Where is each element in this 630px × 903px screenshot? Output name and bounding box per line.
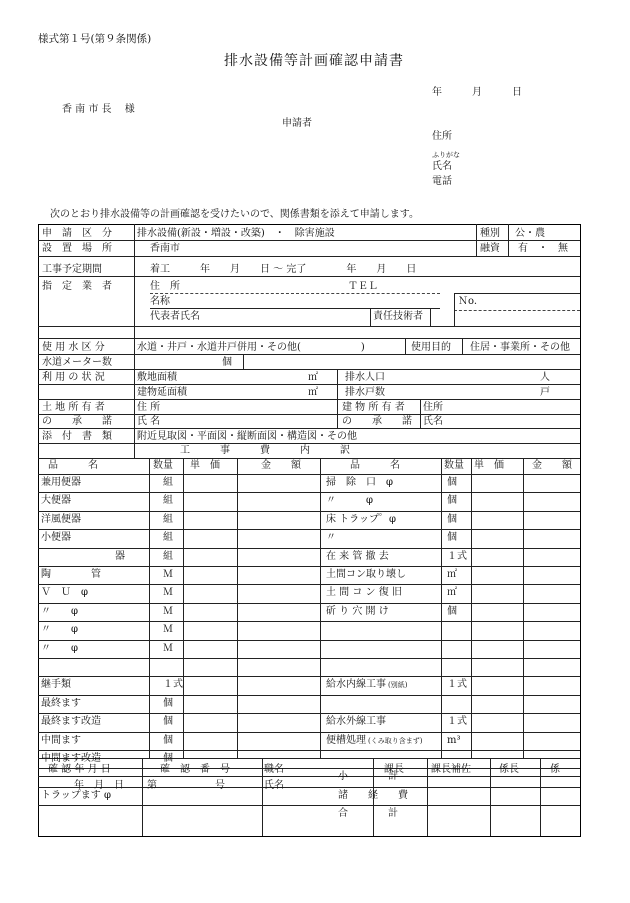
cost-item-name: 〃 φ [41, 643, 79, 654]
cost-item-unit: Ｍ [163, 587, 173, 598]
section-chief-label: 課長 [384, 764, 404, 775]
cost-item-name: 洋風便器 [41, 514, 81, 525]
usage-value[interactable]: 住居・事業所・その他 [470, 342, 570, 353]
grid-line [38, 713, 580, 714]
grid-line [38, 369, 580, 370]
cost-item-name: 在 来 管 撤 去 [326, 551, 389, 562]
dashed-line [454, 310, 580, 311]
cost-item-name: 〃 φ [41, 624, 79, 635]
loan-value[interactable]: 有 ・ 無 [518, 243, 568, 254]
chief-engineer[interactable]: 責任技術者 [373, 311, 423, 322]
cost-item-note: (別紙) [388, 681, 408, 689]
grid-line [38, 836, 581, 837]
grid-line [38, 399, 580, 400]
grid-line [38, 256, 580, 257]
cost-item-unit: 個 [447, 477, 457, 488]
building-owner-label: 建 物 所 有 者 [342, 402, 405, 413]
cost-item-name: 小 計 [338, 771, 398, 782]
grid-line [38, 603, 580, 604]
cost-item-name: トラップます φ [41, 790, 111, 801]
addressee: 香 南 市 長 様 [62, 104, 135, 115]
building-owner-name[interactable]: 氏名 [423, 416, 443, 427]
grid-line [38, 474, 580, 475]
furigana-label: ふりがな [432, 151, 460, 159]
address-label: 住所 [432, 131, 452, 142]
cost-item-name: 大便器 [41, 495, 71, 506]
grid-line [142, 758, 143, 836]
type-label: 種別 [480, 228, 500, 239]
contractor-label: 指 定 業 者 [42, 281, 112, 292]
grid-line [441, 458, 442, 758]
cost-item-note: (くみ取り含まず) [368, 737, 423, 745]
contractor-number[interactable]: Ｎo. [458, 296, 478, 307]
cost-item-name: 中間ます [41, 735, 81, 746]
cost-item-name: 給水内線工事 (別紙) [326, 679, 408, 690]
cost-item-unit: 個 [447, 514, 457, 525]
grid-line [540, 758, 541, 836]
grid-line [38, 338, 580, 339]
intro-text: 次のとおり排水設備等の計画確認を受けたいので、関係書類を添えて申請します。 [50, 209, 419, 220]
contractor-address[interactable]: 住 所 [150, 281, 180, 292]
contractor-tel[interactable]: ＴＥＬ [348, 281, 378, 292]
attachments-value[interactable]: 附近見取図・平面図・縦断面図・構造図・その他 [137, 431, 357, 442]
cost-item-unit: １式 [163, 679, 183, 690]
water-source-value[interactable]: 水道・井戸・水道井戸併用・その他( ) [137, 342, 365, 353]
grid-line [38, 758, 580, 759]
cost-item-name: 〃 [326, 532, 336, 543]
grid-line [38, 732, 580, 733]
number-suffix: 号 [215, 780, 225, 791]
cost-item-name: Ｖ Ｕ φ [41, 587, 89, 598]
position-label: 職名 [264, 764, 284, 775]
cost-item-unit: １式 [447, 551, 467, 562]
confirm-date-value[interactable]: 年 月 日 [74, 780, 124, 791]
name-label: 氏名 [432, 161, 452, 172]
grid-line [320, 458, 321, 758]
cost-item-unit: Ｍ [163, 606, 173, 617]
phone-label: 電話 [432, 176, 452, 187]
grid-line [405, 338, 406, 354]
cost-item-name: 諸 経 費 [338, 790, 408, 801]
grid-line [38, 414, 580, 415]
usage-label: 使用目的 [411, 342, 451, 353]
cost-item-name: 器 [115, 551, 125, 562]
period-label: 工事予定期間 [42, 264, 102, 275]
grid-line [38, 676, 580, 677]
grid-line [38, 443, 580, 444]
grid-line [38, 776, 580, 777]
staff-label: 係 [550, 764, 560, 775]
cost-item-name: 兼用便器 [41, 477, 81, 488]
grid-line [580, 224, 581, 837]
cost-item-unit: 組 [163, 532, 173, 543]
grid-line [237, 458, 238, 758]
grid-line [38, 492, 580, 493]
cost-item-unit: Ｍ [163, 569, 173, 580]
cost-item-name: 土 間 コ ン 復 旧 [326, 587, 402, 598]
grid-line [38, 224, 39, 837]
grid-line [38, 750, 580, 751]
cost-item-name: 床 トラップ゜φ [326, 514, 396, 525]
grid-line [38, 658, 580, 659]
cost-item-unit: 組 [163, 495, 173, 506]
building-owner-address[interactable]: 住所 [423, 402, 443, 413]
attachments-label: 添 付 書 類 [42, 431, 112, 442]
grid-line [370, 308, 371, 326]
grid-line [134, 224, 135, 458]
grid-line [427, 758, 428, 836]
cost-item-unit: 個 [163, 735, 173, 746]
grid-line [476, 224, 477, 256]
grid-line [38, 354, 580, 355]
cost-item-unit: 個 [163, 716, 173, 727]
grid-line [523, 458, 524, 758]
cost-item-name: 中間ます改造 [41, 753, 101, 764]
cost-item-name: 〃 φ [326, 495, 374, 506]
land-owner-label: 土 地 所 有 者 [42, 402, 105, 413]
contractor-name[interactable]: 名称 [150, 296, 170, 307]
grid-line [38, 548, 580, 549]
grid-line [38, 511, 580, 512]
cost-item-unit: 個 [447, 532, 457, 543]
water-source-label: 使 用 水 区 分 [42, 342, 105, 353]
grid-line [38, 326, 580, 327]
col-item-right: 品 名 [350, 460, 400, 471]
date-line[interactable]: 年 月 日 [432, 87, 522, 98]
cost-item-unit: １式 [447, 716, 467, 727]
cost-item-unit: Ｍ [163, 624, 173, 635]
grid-line [150, 308, 440, 309]
form-number: 様式第１号(第９条関係) [38, 33, 152, 45]
grid-line [38, 584, 580, 585]
grid-line [38, 640, 580, 641]
grid-line [38, 428, 580, 429]
cost-item-name: 継手類 [41, 679, 71, 690]
col-qty-left: 数量 [153, 460, 173, 471]
category-label: 申 請 区 分 [42, 228, 112, 239]
meter-unit: 個 [222, 357, 232, 368]
land-owner-address[interactable]: 住 所 [137, 402, 161, 413]
site-area-unit: ㎡ [308, 372, 318, 383]
col-amount-left: 金 額 [261, 460, 301, 471]
page-title: 排水設備等計画確認申請書 [224, 53, 404, 69]
grid-line [454, 293, 580, 294]
col-unit-left: 単 価 [190, 460, 220, 471]
grid-line [508, 224, 509, 256]
cost-item-unit: ㎡ [447, 587, 457, 598]
grid-line [38, 384, 580, 385]
grid-line [337, 399, 338, 428]
drain-households-label: 排水戸数 [345, 387, 385, 398]
cost-item-unit: 組 [163, 477, 173, 488]
cost-item-name: 小便器 [41, 532, 71, 543]
floor-area-unit: ㎡ [308, 387, 318, 398]
cost-item-name: 最終ます改造 [41, 716, 101, 727]
confirm-name-label: 氏名 [264, 780, 284, 791]
usage-status-label: 利 用 の 状 況 [42, 372, 105, 383]
cost-item-name: 土間コン取り壊し [326, 569, 406, 580]
cost-item-unit: 個 [163, 753, 173, 764]
cost-item-unit: 個 [447, 495, 457, 506]
grid-line [462, 338, 463, 354]
col-qty-right: 数量 [444, 460, 464, 471]
grid-line [38, 529, 580, 530]
cost-item-name: 給水外線工事 [326, 716, 386, 727]
cost-item-unit: 組 [163, 514, 173, 525]
grid-line [38, 695, 580, 696]
cost-item-unit: 個 [447, 606, 457, 617]
grid-line [430, 308, 431, 326]
grid-line [149, 458, 150, 758]
grid-line [243, 354, 244, 369]
loan-label: 融資 [480, 243, 500, 254]
grid-line [183, 458, 184, 758]
cost-item-name: 便槽処理 (くみ取り含まず) [326, 735, 423, 746]
deputy-chief-label: 課長補佐 [431, 764, 471, 775]
cost-item-unit: 組 [163, 551, 173, 562]
grid-line [38, 224, 581, 225]
grid-line [420, 399, 421, 428]
cost-item-name: 陶 管 [41, 569, 101, 580]
location-value[interactable]: 香南市 [150, 243, 180, 254]
number-prefix: 第 [147, 780, 157, 791]
type-value[interactable]: 公・農 [515, 228, 545, 239]
applicant-label: 申請者 [282, 118, 312, 129]
cost-item-unit: Ｍ [163, 643, 173, 654]
grid-line [454, 293, 455, 326]
cost-item-unit: ㎡ [447, 569, 457, 580]
floor-area-label: 建物延面積 [137, 387, 187, 398]
site-area-label: 敷地面積 [137, 372, 177, 383]
grid-line [38, 276, 580, 277]
grid-line [38, 566, 580, 567]
grid-line [38, 805, 580, 806]
col-amount-right: 金 額 [532, 460, 572, 471]
grid-line [490, 758, 491, 836]
cost-item-name: 斫 り 穴 開 け [326, 606, 389, 617]
building-owner-consent-label: の 承 諾 [342, 416, 412, 427]
confirm-date-label: 確 認 年 月 日 [48, 764, 111, 775]
land-owner-name[interactable]: 氏 名 [137, 416, 161, 427]
land-owner-consent-label: の 承 諾 [42, 416, 112, 427]
cost-item-unit: m³ [447, 735, 461, 746]
category-value[interactable]: 排水設備(新設・増設・改築) ・ 除害施設 [137, 228, 335, 239]
meter-label: 水道メーター数 [42, 357, 112, 368]
col-item-left: 品 名 [48, 460, 98, 471]
location-label: 設 置 場 所 [42, 243, 112, 254]
unit-chief-label: 係長 [499, 764, 519, 775]
grid-line [38, 621, 580, 622]
population-unit: 人 [540, 372, 550, 383]
cost-item-unit: １式 [447, 679, 467, 690]
cost-item-name: 掃 除 口 φ [326, 477, 394, 488]
cost-item-name: 〃 φ [41, 606, 79, 617]
col-unit-right: 単 価 [474, 460, 504, 471]
grid-line [38, 240, 580, 241]
cost-item-unit: 個 [163, 698, 173, 709]
grid-line [38, 458, 580, 459]
cost-item-name: 最終ます [41, 698, 81, 709]
dashed-line [150, 293, 440, 294]
representative-name[interactable]: 代表者氏名 [150, 311, 200, 322]
cost-item-name: 合 計 [338, 808, 398, 819]
cost-title: 工 事 費 内 訳 [180, 445, 350, 456]
period-value[interactable]: 着工 年 月 日 ～ 完了 年 月 日 [150, 264, 417, 275]
confirm-number-label: 確 認 番 号 [160, 764, 230, 775]
grid-line [337, 369, 338, 399]
drain-population-label: 排水人口 [345, 372, 385, 383]
household-unit: 戸 [540, 387, 550, 398]
grid-line [471, 458, 472, 758]
grid-line [262, 758, 263, 836]
